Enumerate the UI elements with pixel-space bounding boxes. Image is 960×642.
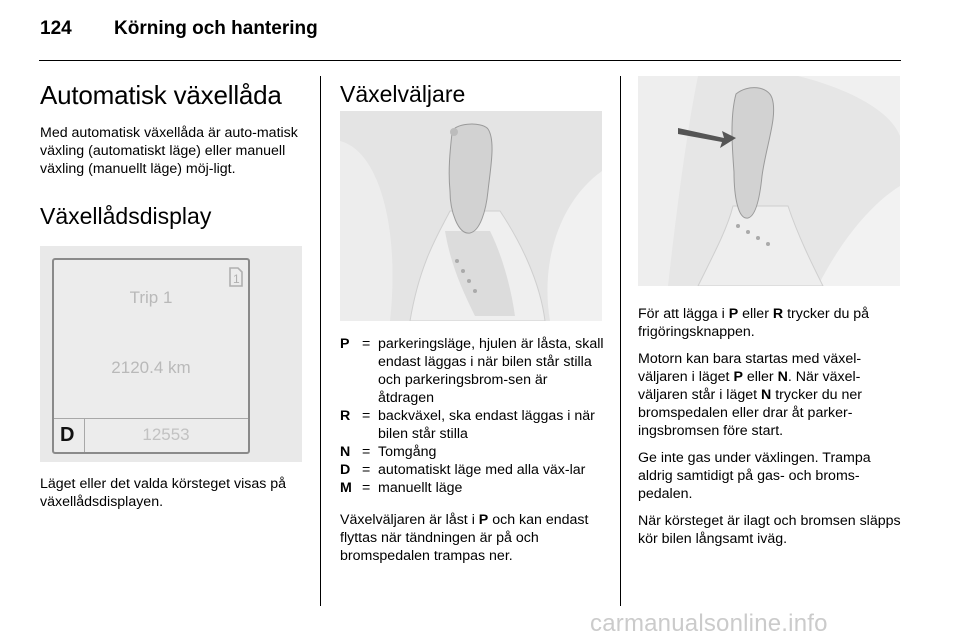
selector-lock-note (340, 511, 606, 565)
p2-key: P (733, 369, 743, 385)
p2-text: trycker du ner bromspedalen eller drar åt parker-ingsbromsen före start. (638, 387, 862, 439)
trip-1-icon (228, 264, 246, 288)
gear-lever-illustration (340, 111, 602, 321)
note-text: Växelväljaren är låst i (340, 512, 479, 528)
note-text: och kan endast flyttas när tändningen är på och bromspedalen trampas ner. (340, 512, 589, 564)
p2-text: . När växel-väljaren står i läget (638, 369, 861, 403)
p1-text: För att lägga i (638, 306, 729, 322)
gear-lever-release-button-illustration (638, 76, 900, 286)
watermark: carmanualsonline.info (590, 610, 828, 637)
p1-text: eller (738, 306, 773, 322)
p1-key: P (728, 306, 739, 322)
trip-label: Trip 1 (129, 288, 173, 307)
odometer: 12553 (142, 425, 190, 444)
svg-text:1: 1 (233, 272, 240, 286)
definition-sep: = (362, 336, 371, 352)
creep-paragraph: När körsteget är ilagt och bromsen släpps kör bilen långsamt iväg. (638, 513, 901, 547)
note-key: P (478, 512, 489, 528)
middle-column (340, 80, 605, 108)
p2-key: N (761, 387, 772, 403)
definition-text: automatiskt läge med alla väx-lar (378, 462, 586, 478)
definition-text: parkeringsläge, hjulen är låsta, skall endast läggas i när bilen står stilla och parkeringsbrom-sen är åtdragen (378, 336, 604, 406)
gear-lever-icon (340, 111, 602, 321)
column-divider-right (620, 76, 621, 606)
definition-text: manuellt läge (378, 480, 463, 496)
definition-key: P (340, 336, 350, 352)
definition-row (340, 443, 606, 461)
engine-start-paragraph (638, 350, 904, 440)
definition-sep: = (362, 408, 371, 424)
left-column (40, 80, 308, 230)
release-button-icon (638, 76, 900, 286)
p2-text: Motorn kan bara startas med växel-väljaren i läget (638, 351, 862, 385)
section-title: Körning och hantering (114, 18, 318, 39)
p2-text: eller (742, 369, 778, 385)
page-header (40, 18, 318, 40)
definition-text: Tomgång (378, 444, 437, 460)
definition-row (340, 335, 606, 407)
p1-text: trycker du på frigöringsknappen. (638, 306, 870, 340)
column-divider-left (320, 76, 321, 606)
right-column (638, 305, 904, 548)
display-caption: Läget eller det valda körsteget visas på växellådsdisplayen. (40, 476, 287, 510)
definition-sep: = (362, 480, 371, 496)
p1-key: R (772, 306, 784, 322)
gear-indicator: D (60, 424, 75, 446)
definition-text: backväxel, ska endast läggas i när bilen står stilla (378, 408, 595, 442)
definition-sep: = (362, 462, 371, 478)
definition-key: N (340, 444, 351, 460)
page-title: Automatisk växellåda (40, 80, 282, 110)
definitions-table (340, 335, 606, 497)
definition-key: M (340, 480, 352, 496)
no-gas-paragraph: Ge inte gas under växlingen. Trampa aldrig samtidigt på gas- och broms-pedalen. (638, 450, 871, 502)
definition-sep: = (362, 444, 371, 460)
gear-definitions (340, 335, 606, 565)
header-rule (39, 60, 901, 61)
definition-key: R (340, 408, 351, 424)
definition-row (340, 479, 606, 497)
trip-distance: 2120.4 km (111, 358, 191, 377)
transmission-display (52, 258, 250, 454)
definition-key: D (340, 462, 351, 478)
definition-row (340, 407, 606, 443)
p2-key: N (777, 369, 788, 385)
intro-paragraph: Med automatisk växellåda är auto-matisk växling (automatiskt läge) eller manuell växling (manuellt läge) möj-ligt. (40, 125, 298, 177)
definition-row (340, 461, 606, 479)
release-button-paragraph (638, 305, 904, 341)
selector-heading: Växelväljare (340, 81, 466, 107)
display-heading: Växellådsdisplay (40, 203, 212, 229)
page-number: 124 (40, 18, 72, 39)
